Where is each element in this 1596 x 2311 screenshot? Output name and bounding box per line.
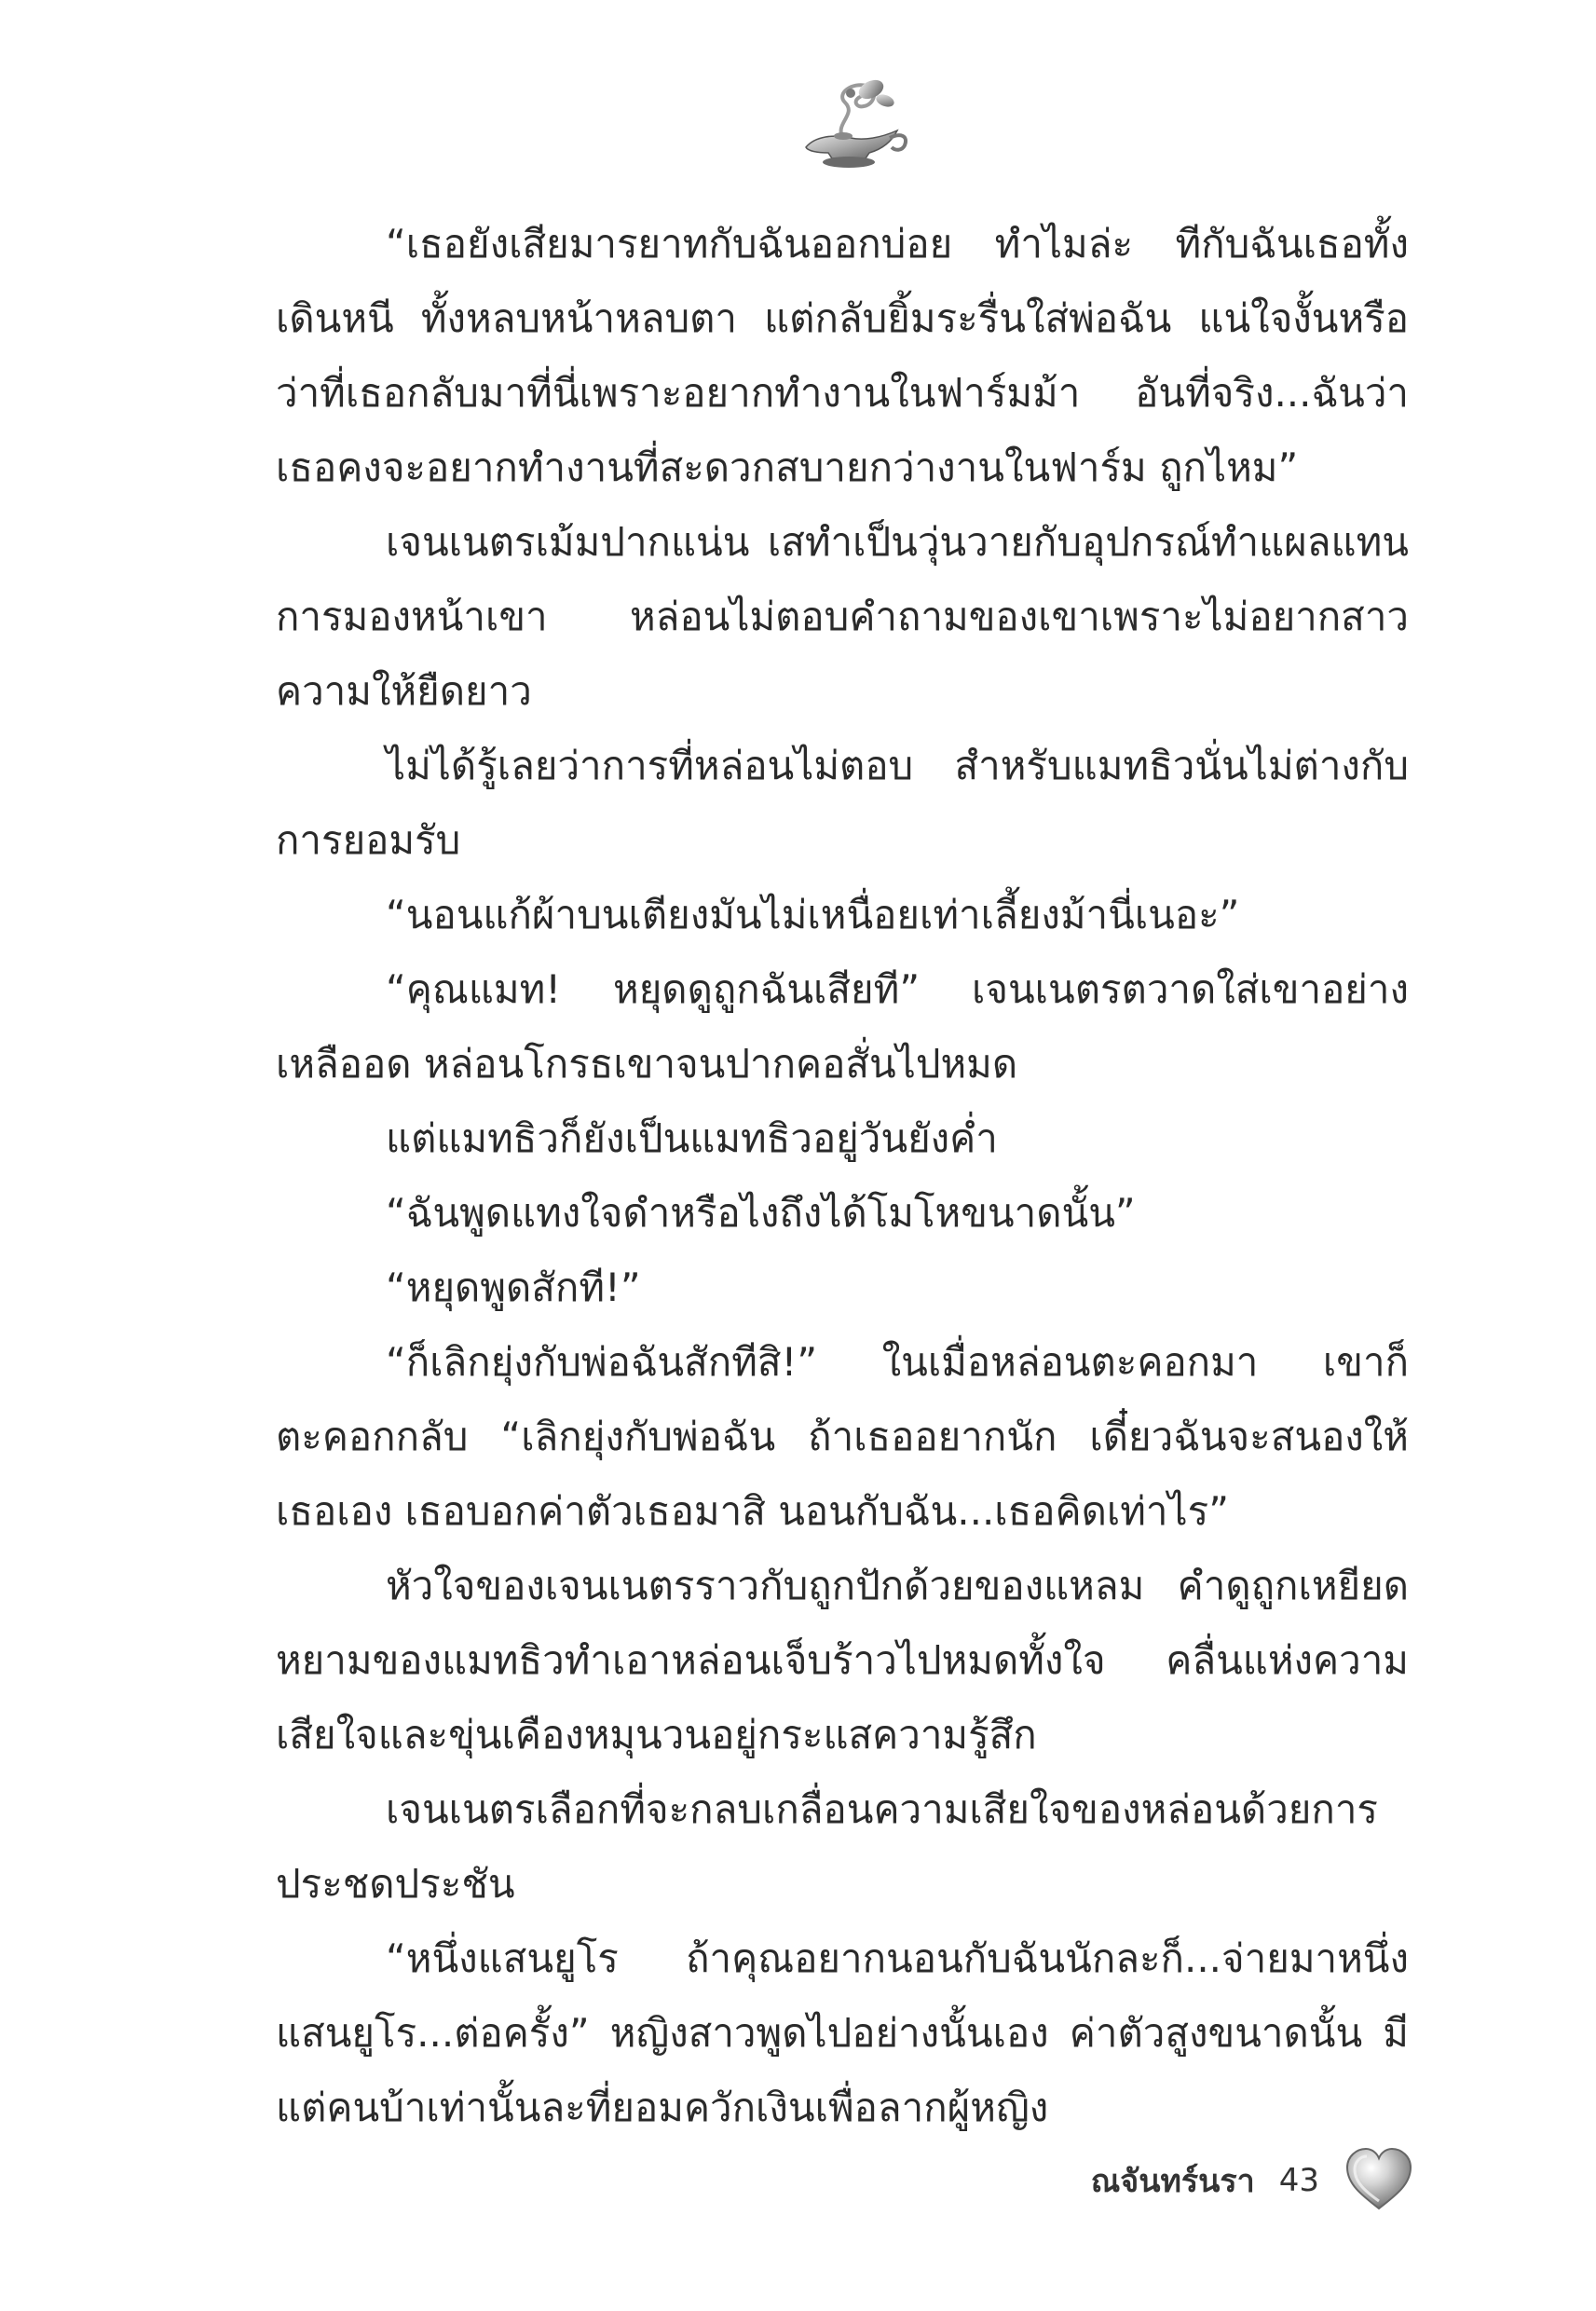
paragraph: เจนเนตรเลือกที่จะกลบเกลื่อนความเสียใจของหล่อนด้วยการประชดประชัน [276,1786,1378,1907]
paragraph: “ฉันพูดแทงใจดำหรือไงถึงได้โมโหขนาดนั้น” [386,1190,1136,1236]
body-text [276,207,1409,2145]
paragraph: “หยุดพูดสักที!” [386,1265,641,1310]
author-name: ณจันทร์นรา [1090,2163,1255,2200]
paragraph: เจนเนตรเม้มปากแน่น เสทำเป็นวุ่นวายกับอุปกรณ์ทำแผลแทนการมองหน้าเขา หล่อนไม่ตอบคำถามของเขาเพราะไม่อยากสาวความให้ยืดยาว [276,519,1409,714]
page-footer [1091,2134,1414,2227]
paragraph: แต่แมทธิวก็ยังเป็นแมทธิวอยู่วันยังค่ำ [386,1115,998,1161]
paragraph: “หนึ่งแสนยูโร ถ้าคุณอยากนอนกับฉันนักละก็...จ่ายมาหนึ่งแสนยูโร...ต่อครั้ง” หญิงสาวพูดไปอย่างนั้นเอง ค่าตัวสูงขนาดนั้น มีแต่คนบ้าเท่านั้นละที่ยอมควักเงินเพื่อลากผู้หญิง [276,1935,1409,2130]
paragraph: “นอนแก้ผ้าบนเตียงมันไม่เหนื่อยเท่าเลี้ยงม้านี่เนอะ” [386,892,1240,937]
silver-heart-icon [1344,2145,1414,2216]
paragraph: “คุณแมท! หยุดดูถูกฉันเสียที” เจนเนตรตวาดใส่เขาอย่างเหลืออด หล่อนโกรธเขาจนปากคอสั่นไปหมด [276,966,1409,1087]
paragraph: ไม่ได้รู้เลยว่าการที่หล่อนไม่ตอบ สำหรับแมทธิวนั่นไม่ต่างกับการยอมรับ [276,743,1409,863]
paragraph: “เธอยังเสียมารยาทกับฉันออกบ่อย ทำไมล่ะ ทีกับฉันเธอทั้งเดินหนี ทั้งหลบหน้าหลบตา แต่กลับยิ้มระรื่นใส่พ่อฉัน แน่ใจงั้นหรือว่าที่เธอกลับมาที่นี่เพราะอยากทำงานในฟาร์มม้า อันที่จริง...ฉันว่าเธอคงจะอยากทำงานที่สะดวกสบายกว่างานในฟาร์ม ถูกไหม” [276,221,1409,490]
paragraph: หัวใจของเจนเนตรราวกับถูกปักด้วยของแหลม คำดูถูกเหยียดหยามของแมทธิวทำเอาหล่อนเจ็บร้าวไปหมดทั้งใจ คลื่นแห่งความเสียใจและขุ่นเคืองหมุนวนอยู่กระแสความรู้สึก [276,1563,1409,1757]
page-number: 43 [1278,2162,1319,2199]
magic-lamp-fairy-icon [778,73,918,175]
paragraph: “ก็เลิกยุ่งกับพ่อฉันสักทีสิ!” ในเมื่อหล่อนตะคอกมา เขาก็ตะคอกกลับ “เลิกยุ่งกับพ่อฉัน ถ้าเธออยากนัก เดี๋ยวฉันจะสนองให้เธอเอง เธอบอกค่าตัวเธอมาสิ นอนกับฉัน...เธอคิดเท่าไร” [276,1339,1409,1534]
